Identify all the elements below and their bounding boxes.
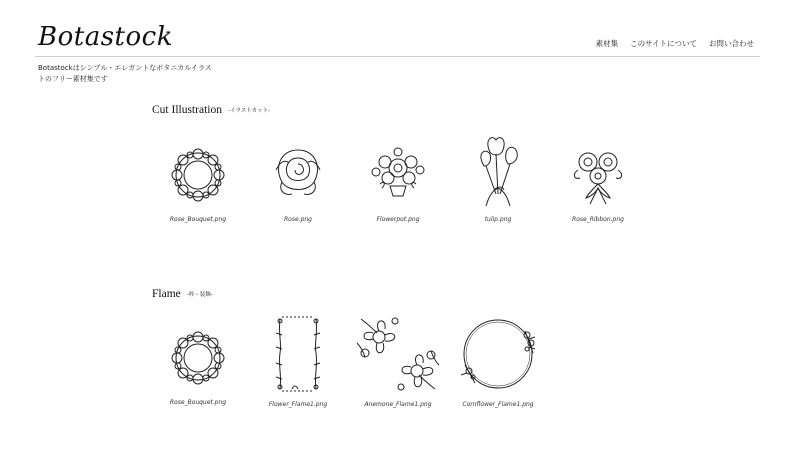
- site-logo[interactable]: Botastock: [38, 22, 173, 52]
- nav-contact[interactable]: お問い合わせ: [709, 39, 754, 48]
- section-title-cut-illustration: [152, 104, 270, 116]
- rose-ribbon-icon: [568, 140, 628, 210]
- site-tagline: Botastockはシンプル・エレガントなボタニカルイラストのフリー素材集です: [38, 64, 212, 83]
- flowerpot-icon: [368, 140, 428, 210]
- wreath-icon: [168, 140, 228, 210]
- header-divider: [35, 56, 760, 57]
- tulip-icon: [468, 130, 528, 210]
- rose-icon: [268, 140, 328, 210]
- main-nav: [596, 38, 754, 49]
- item-caption: Flowerpot.png: [376, 216, 420, 223]
- section-title-text: Flame: [152, 288, 181, 300]
- section-subtitle: -枠・装飾-: [186, 292, 213, 299]
- item-caption: Rose_Ribbon.png: [572, 216, 624, 223]
- gallery-item[interactable]: [253, 313, 343, 408]
- item-caption: Anemone_Flame1.png: [364, 401, 432, 408]
- section-title-text: Cut Illustration: [152, 104, 222, 116]
- item-caption: Rose_Bouquet.png: [169, 399, 227, 406]
- circle-frame-icon: [455, 313, 541, 395]
- gallery-item[interactable]: [153, 323, 243, 406]
- item-caption: Cornflower_Flame1.png: [462, 401, 534, 408]
- gallery-item[interactable]: [553, 140, 643, 223]
- gallery-item[interactable]: [353, 140, 443, 223]
- nav-about[interactable]: このサイトについて: [630, 39, 697, 48]
- item-caption: Flower_Flame1.png: [268, 401, 328, 408]
- item-caption: tulip.png: [484, 216, 512, 223]
- gallery-item[interactable]: [453, 313, 543, 408]
- wreath-icon: [168, 323, 228, 393]
- section-title-flame: [152, 288, 213, 300]
- floral-frame-icon: [268, 313, 328, 395]
- gallery-item[interactable]: [253, 140, 343, 223]
- section-subtitle: -イラストカット-: [227, 108, 271, 115]
- anemone-corner-icon: [355, 313, 441, 395]
- item-caption: Rose_Bouquet.png: [169, 216, 227, 223]
- nav-materials[interactable]: 素材集: [595, 39, 619, 48]
- gallery-item[interactable]: [353, 313, 443, 408]
- gallery-item[interactable]: [453, 130, 543, 223]
- gallery-item[interactable]: [153, 140, 243, 223]
- item-caption: Rose.png: [284, 216, 312, 223]
